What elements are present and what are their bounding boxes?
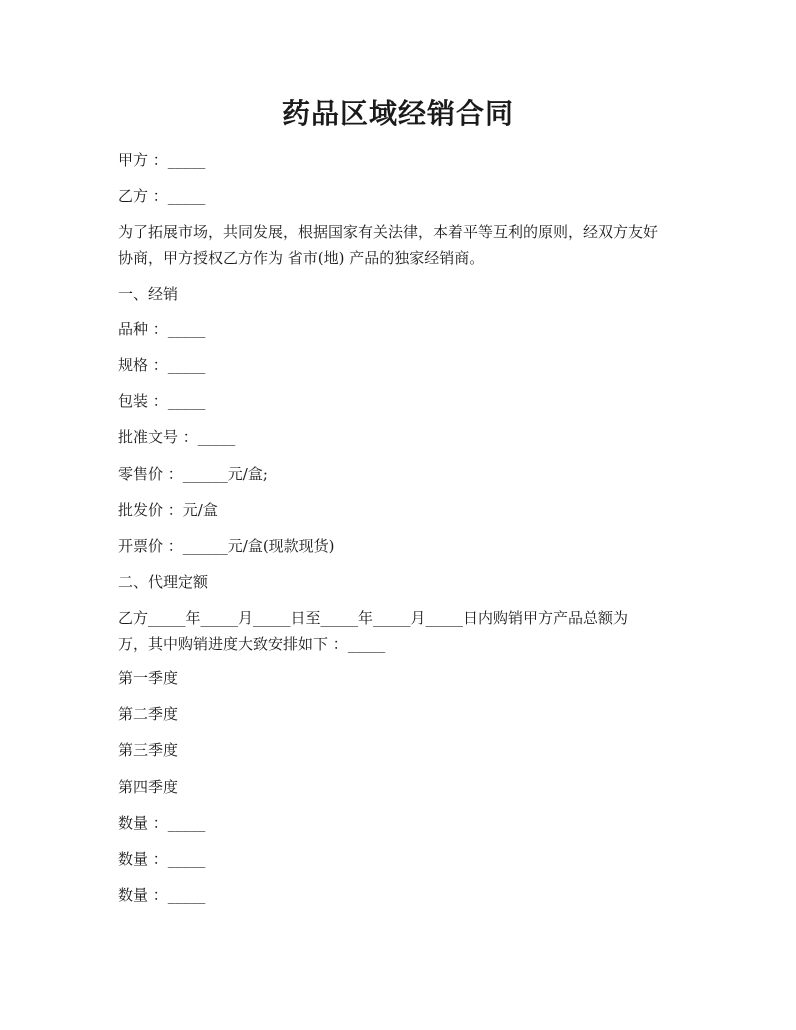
section-2-heading: 二、代理定额	[118, 573, 209, 591]
quantity-line: 数量 ：_____	[118, 850, 206, 868]
variety-line: 品种 ：_____	[118, 320, 206, 338]
quarter-3-line: 第三季度	[118, 741, 179, 759]
spec-line: 规格 ：_____	[118, 356, 206, 374]
quarter-1-line: 第一季度	[118, 669, 179, 687]
quarter-2-line: 第二季度	[118, 705, 179, 723]
quota-line-2: 万，其中购销进度大致安排如下 ：_____	[118, 635, 386, 653]
party-b-line: 乙方 ：_____	[118, 187, 206, 205]
approval-no-line: 批准文号 ：_____	[118, 428, 236, 446]
section-1-heading: 一、经销	[118, 285, 179, 303]
quantity-line: 数量 ：_____	[118, 886, 206, 904]
wholesale-price-line: 批发价 ：元/盒	[118, 501, 218, 519]
document-title: 药品区域经销合同	[281, 97, 514, 130]
invoice-price-line: 开票价 ：______元/盒(现款现货)	[118, 537, 335, 555]
quota-line-1: 乙方_____年_____月_____日至_____年_____月_____日内购销甲方产品总额为	[118, 609, 629, 627]
intro-line-2: 协商，甲方授权乙方作为 省市(地) 产品的独家经销商。	[118, 249, 485, 267]
packaging-line: 包装 ：_____	[118, 392, 206, 410]
quantity-line: 数量 ：_____	[118, 814, 206, 832]
quarter-4-line: 第四季度	[118, 778, 179, 796]
intro-line-1: 为了拓展市场，共同发展，根据国家有关法律，本着平等互利的原则，经双方友好	[118, 223, 659, 241]
party-a-line: 甲方 ：_____	[118, 151, 206, 169]
retail-price-line: 零售价 ：______元/盒;	[118, 465, 268, 483]
